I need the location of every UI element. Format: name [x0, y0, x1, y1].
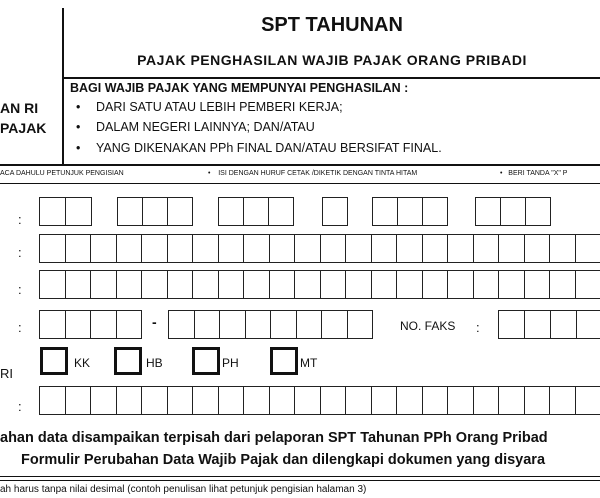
- char-box[interactable]: [422, 386, 449, 415]
- char-box[interactable]: [39, 386, 66, 415]
- char-box[interactable]: [524, 270, 551, 299]
- phone-dash: -: [152, 314, 157, 330]
- char-box[interactable]: [167, 197, 193, 226]
- char-box[interactable]: [117, 197, 143, 226]
- char-box[interactable]: [345, 386, 372, 415]
- char-box[interactable]: [320, 270, 347, 299]
- char-box[interactable]: [116, 386, 143, 415]
- char-box[interactable]: [294, 386, 321, 415]
- char-box[interactable]: [320, 234, 347, 263]
- char-box[interactable]: [65, 310, 92, 339]
- char-box[interactable]: [90, 234, 117, 263]
- char-box[interactable]: [218, 386, 245, 415]
- char-box[interactable]: [422, 234, 449, 263]
- char-box[interactable]: [168, 310, 195, 339]
- char-box[interactable]: [116, 310, 143, 339]
- char-box[interactable]: [116, 234, 143, 263]
- status-hb-checkbox[interactable]: [114, 347, 142, 375]
- char-box[interactable]: [141, 234, 168, 263]
- char-box[interactable]: [167, 270, 194, 299]
- char-box[interactable]: [549, 270, 576, 299]
- status-kk-label: KK: [74, 356, 91, 370]
- char-box[interactable]: [218, 197, 244, 226]
- criteria-item: • DARI SATU ATAU LEBIH PEMBERI KERJA;: [76, 100, 343, 114]
- office-name-line2: PAJAK: [0, 120, 47, 136]
- char-box[interactable]: [549, 234, 576, 263]
- field-colon: :: [18, 320, 22, 335]
- status-kk-checkbox[interactable]: [40, 347, 68, 375]
- char-box[interactable]: [39, 234, 66, 263]
- char-box[interactable]: [218, 234, 245, 263]
- form-title: SPT TAHUNAN: [261, 14, 403, 36]
- char-box[interactable]: [218, 270, 245, 299]
- field-colon: :: [476, 320, 480, 335]
- char-box[interactable]: [243, 270, 270, 299]
- char-box[interactable]: [141, 386, 168, 415]
- notice-line2: Formulir Perubahan Data Wajib Pajak dan dilengkapi dokumen yang disyara: [21, 452, 546, 468]
- char-box[interactable]: [447, 234, 474, 263]
- field-colon: :: [18, 282, 22, 297]
- instruction-read-guide: ACA DAHULU PETUNJUK PENGISIAN: [0, 170, 124, 177]
- form-subtitle: PAJAK PENGHASILAN WAJIB PAJAK ORANG PRIBADI: [137, 52, 527, 68]
- instruction-mark: • BERI TANDA "X" P: [500, 170, 568, 177]
- char-box[interactable]: [65, 234, 92, 263]
- char-box[interactable]: [422, 197, 448, 226]
- char-box[interactable]: [575, 234, 600, 263]
- char-box[interactable]: [296, 310, 323, 339]
- char-box[interactable]: [524, 386, 551, 415]
- char-box[interactable]: [498, 386, 525, 415]
- char-box[interactable]: [447, 270, 474, 299]
- char-box[interactable]: [473, 270, 500, 299]
- char-box[interactable]: [192, 234, 219, 263]
- char-box[interactable]: [270, 310, 297, 339]
- char-box[interactable]: [321, 310, 348, 339]
- char-box[interactable]: [396, 234, 423, 263]
- char-box[interactable]: [576, 310, 600, 339]
- char-box[interactable]: [422, 270, 449, 299]
- char-box[interactable]: [167, 234, 194, 263]
- status-hb-label: HB: [146, 356, 163, 370]
- char-box[interactable]: [90, 270, 117, 299]
- char-box[interactable]: [524, 234, 551, 263]
- char-box[interactable]: [372, 197, 398, 226]
- instruction-print: • ISI DENGAN HURUF CETAK /DIKETIK DENGAN TINTA HITAM: [208, 170, 418, 177]
- char-box[interactable]: [322, 197, 348, 226]
- status-mt-checkbox[interactable]: [270, 347, 298, 375]
- char-box[interactable]: [194, 310, 221, 339]
- family-status-label: RI: [0, 366, 13, 381]
- notice-line1: ahan data disampaikan terpisah dari pelaporan SPT Tahunan PPh Orang Pribad: [0, 430, 548, 446]
- char-box[interactable]: [243, 197, 269, 226]
- criteria-item: • YANG DIKENAKAN PPh FINAL DAN/ATAU BERSIFAT FINAL.: [76, 141, 442, 155]
- char-box[interactable]: [498, 270, 525, 299]
- char-box[interactable]: [141, 270, 168, 299]
- criteria-item: • DALAM NEGERI LAINNYA; DAN/ATAU: [76, 120, 315, 134]
- criteria-intro: BAGI WAJIB PAJAK YANG MEMPUNYAI PENGHASILAN :: [70, 81, 409, 95]
- char-box[interactable]: [90, 310, 117, 339]
- char-box[interactable]: [498, 310, 525, 339]
- char-box[interactable]: [167, 386, 194, 415]
- char-box[interactable]: [39, 270, 66, 299]
- char-box[interactable]: [345, 270, 372, 299]
- char-box[interactable]: [473, 386, 500, 415]
- char-box[interactable]: [498, 234, 525, 263]
- char-box[interactable]: [245, 310, 272, 339]
- field-colon: :: [18, 212, 22, 227]
- char-box[interactable]: [269, 386, 296, 415]
- field-colon: :: [18, 245, 22, 260]
- char-box[interactable]: [142, 197, 168, 226]
- char-box[interactable]: [90, 386, 117, 415]
- char-box[interactable]: [345, 234, 372, 263]
- char-box[interactable]: [65, 197, 92, 226]
- char-box[interactable]: [524, 310, 551, 339]
- char-box[interactable]: [371, 234, 398, 263]
- char-box[interactable]: [396, 270, 423, 299]
- char-box[interactable]: [575, 386, 600, 415]
- char-box[interactable]: [65, 270, 92, 299]
- char-box[interactable]: [549, 386, 576, 415]
- footnote: ah harus tanpa nilai desimal (contoh penulisan lihat petunjuk pengisian halaman 3): [0, 484, 367, 495]
- char-box[interactable]: [65, 386, 92, 415]
- char-box[interactable]: [269, 234, 296, 263]
- char-box[interactable]: [192, 270, 219, 299]
- char-box[interactable]: [347, 310, 374, 339]
- char-box[interactable]: [39, 310, 66, 339]
- char-box[interactable]: [500, 197, 526, 226]
- char-box[interactable]: [268, 197, 294, 226]
- char-box[interactable]: [525, 197, 551, 226]
- char-box[interactable]: [192, 386, 219, 415]
- char-box[interactable]: [371, 270, 398, 299]
- char-box[interactable]: [396, 386, 423, 415]
- char-box[interactable]: [243, 234, 270, 263]
- char-box[interactable]: [475, 197, 501, 226]
- char-box[interactable]: [473, 234, 500, 263]
- status-ph-checkbox[interactable]: [192, 347, 220, 375]
- char-box[interactable]: [116, 270, 143, 299]
- char-box[interactable]: [320, 386, 347, 415]
- char-box[interactable]: [294, 234, 321, 263]
- char-box[interactable]: [294, 270, 321, 299]
- char-box[interactable]: [243, 386, 270, 415]
- status-mt-label: MT: [300, 356, 318, 370]
- field-colon: :: [18, 399, 22, 414]
- char-box[interactable]: [550, 310, 577, 339]
- char-box[interactable]: [447, 386, 474, 415]
- status-ph-label: PH: [222, 356, 239, 370]
- char-box[interactable]: [575, 270, 600, 299]
- office-name-line1: AN RI: [0, 100, 39, 116]
- char-box[interactable]: [371, 386, 398, 415]
- char-box[interactable]: [39, 197, 66, 226]
- fax-label: NO. FAKS: [400, 319, 456, 333]
- char-box[interactable]: [219, 310, 246, 339]
- char-box[interactable]: [397, 197, 423, 226]
- char-box[interactable]: [269, 270, 296, 299]
